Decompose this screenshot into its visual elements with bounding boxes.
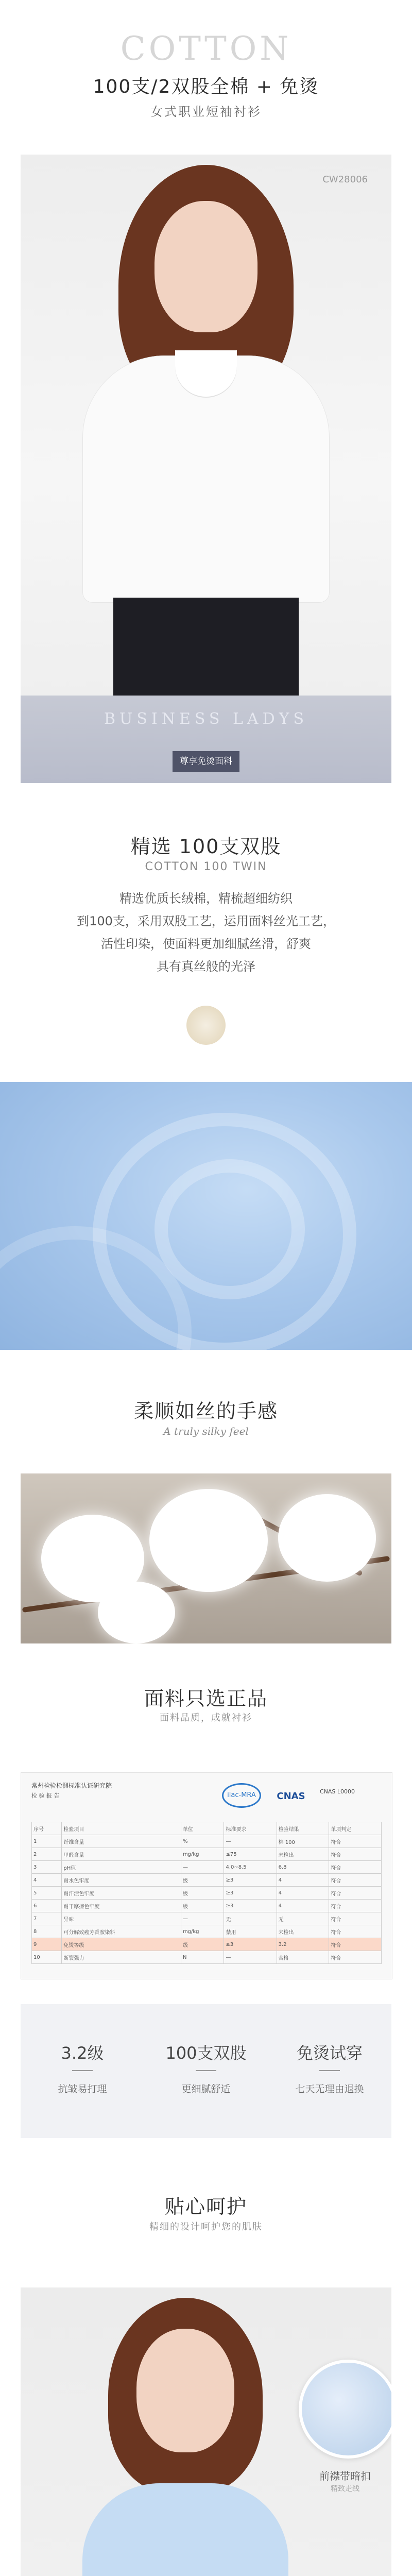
report-table-cell: 符合 (329, 1938, 382, 1951)
silky-section-subtitle: A truly silky feel (163, 1425, 249, 1437)
report-table-cell: — (181, 1861, 224, 1874)
report-table-cell: % (181, 1835, 224, 1848)
detail-sublabel: 精致走线 (331, 2485, 359, 2493)
cert-section-title: 面料只选正品 (144, 1687, 268, 1710)
silky-section-title: 柔顺如丝的手感 (133, 1400, 278, 1422)
fabric-line-2: 到100支，采用双股工艺，运用面料丝光工艺， (77, 914, 335, 928)
report-table-cell: 符合 (329, 1951, 382, 1964)
decorative-gold-circle (186, 1006, 226, 1045)
report-table-cell: 符合 (329, 1912, 382, 1925)
report-table-cell: 无 (224, 1912, 277, 1925)
report-table-row (32, 1925, 382, 1938)
report-table-cell: 可分解致癌芳香胺染料 (62, 1925, 181, 1938)
report-table-cell: 检验结果 (277, 1822, 329, 1835)
page-subtitle: 女式职业短袖衬衫 (150, 105, 262, 119)
test-report-document (21, 1772, 392, 1979)
model-pants (113, 598, 299, 696)
page-title: 100支/2双股全棉 + 免烫 (93, 76, 319, 97)
stat-3-label: 七天无理由退换 (295, 2083, 364, 2095)
report-table-cell: 符合 (329, 1925, 382, 1938)
report-table-cell: 2 (32, 1848, 62, 1861)
report-table-cell: 8 (32, 1925, 62, 1938)
report-table-row (32, 1822, 382, 1835)
report-table-row (32, 1861, 382, 1874)
report-table-cell: 符合 (329, 1900, 382, 1912)
ilac-logo: ilac-MRA (222, 1783, 261, 1808)
report-table-row (32, 1887, 382, 1900)
report-table-cell: 级 (181, 1874, 224, 1887)
report-table-cell: ≥3 (224, 1887, 277, 1900)
report-table-cell: 纤维含量 (62, 1835, 181, 1848)
report-table-cell: 未检出 (277, 1848, 329, 1861)
stat-3-divider (319, 2070, 340, 2071)
fabric-line-1: 精选优质长绒棉，精梳超细纺织 (119, 891, 293, 906)
report-table-cell: 符合 (329, 1861, 382, 1874)
report-table-cell: 合格 (277, 1951, 329, 1964)
report-table-cell: 4 (277, 1887, 329, 1900)
stat-1-divider (72, 2070, 93, 2071)
report-table-row (32, 1938, 382, 1951)
hero-model-photo (21, 155, 391, 696)
report-table-cell: 符合 (329, 1835, 382, 1848)
report-number: CNAS L0000 (320, 1788, 355, 1795)
report-table-cell: 序号 (32, 1822, 62, 1835)
report-table-cell: 5 (32, 1887, 62, 1900)
report-issuer: 常州检验检测标准认证研究院 (31, 1782, 112, 1789)
stat-3-value: 免烫试穿 (296, 2043, 363, 2063)
report-table-cell: 1 (32, 1835, 62, 1848)
fabric-section-subtitle: COTTON 100 TWIN (145, 860, 267, 873)
report-table-cell: — (224, 1951, 277, 1964)
cotton-boll-photo (21, 1473, 391, 1643)
report-table-cell: 10 (32, 1951, 62, 1964)
detail-label: 前襟带暗扣 (319, 2470, 371, 2482)
report-heading: 检 验 报 告 (31, 1792, 60, 1799)
report-table-row (32, 1835, 382, 1848)
blue-fabric-photo (0, 1082, 412, 1350)
report-table-cell: ≤75 (224, 1848, 277, 1861)
report-table-cell: 耐干摩擦色牢度 (62, 1900, 181, 1912)
report-table-cell: 符合 (329, 1887, 382, 1900)
blue-shirt-model-photo (21, 2287, 391, 2576)
model-code: CW28006 (322, 174, 368, 185)
report-table-cell: 级 (181, 1900, 224, 1912)
fabric-section-title: 精选 100支双股 (130, 835, 282, 858)
report-table-cell: 异味 (62, 1912, 181, 1925)
report-table-cell: 符合 (329, 1848, 382, 1861)
report-table-row (32, 1951, 382, 1964)
report-table-cell: 3.2 (277, 1938, 329, 1951)
report-table-row (32, 1900, 382, 1912)
hero-band-text: BUSINESS LADYS (104, 710, 308, 728)
report-table-cell: 检验项目 (62, 1822, 181, 1835)
report-table-cell: 4 (277, 1900, 329, 1912)
report-table-cell: 单位 (181, 1822, 224, 1835)
report-table-cell: 禁用 (224, 1925, 277, 1938)
report-table-cell: ≥3 (224, 1938, 277, 1951)
report-table-cell: 单项判定 (329, 1822, 382, 1835)
report-table-cell: 级 (181, 1887, 224, 1900)
header-watermark-word: COTTON (120, 30, 292, 68)
model-blue-shirt (82, 2483, 288, 2576)
report-table-row (32, 1912, 382, 1925)
report-table-cell: 3 (32, 1861, 62, 1874)
report-table-cell: — (181, 1912, 224, 1925)
report-table-cell: 4 (32, 1874, 62, 1887)
stat-1-label: 抗皱易打理 (58, 2083, 107, 2095)
report-table-cell: 标准要求 (224, 1822, 277, 1835)
report-table-cell: 耐水色牢度 (62, 1874, 181, 1887)
report-table-row (32, 1848, 382, 1861)
button-detail-closeup (299, 2360, 391, 2459)
cert-section-subtitle: 面料品质，成就衬衫 (160, 1713, 252, 1723)
cnas-logo: CNAS (277, 1791, 305, 1802)
report-table-cell: ≥3 (224, 1900, 277, 1912)
report-table-cell: 棉 100 (277, 1835, 329, 1848)
care-section-title: 贴心呵护 (164, 2195, 247, 2218)
fabric-line-4: 具有真丝般的光泽 (157, 959, 255, 974)
model-face (154, 201, 258, 332)
report-table-cell: 级 (181, 1938, 224, 1951)
report-table-cell: mg/kg (181, 1925, 224, 1938)
report-table-cell: 未检出 (277, 1925, 329, 1938)
report-table-cell: 6.8 (277, 1861, 329, 1874)
care-section-subtitle: 精细的设计呵护您的肌肤 (149, 2222, 263, 2232)
report-table-cell: N (181, 1951, 224, 1964)
report-table-cell: mg/kg (181, 1848, 224, 1861)
stat-2-label: 更细腻舒适 (181, 2083, 231, 2095)
report-table-cell: 甲醛含量 (62, 1848, 181, 1861)
report-table-cell: 耐汗渍色牢度 (62, 1887, 181, 1900)
stat-1-value: 3.2级 (61, 2043, 104, 2063)
report-table-cell: 符合 (329, 1874, 382, 1887)
fabric-line-3: 活性印染，使面料更加细腻丝滑，舒爽 (101, 937, 311, 951)
report-table-cell: — (224, 1835, 277, 1848)
report-table-cell: 6 (32, 1900, 62, 1912)
report-table-cell: ≥3 (224, 1874, 277, 1887)
premium-fabric-button[interactable]: 尊享免烫面料 (173, 751, 239, 772)
report-table-cell: 9 (32, 1938, 62, 1951)
report-table-cell: 4.0~8.5 (224, 1861, 277, 1874)
report-table (31, 1822, 382, 1964)
report-table-cell: 免烫等级 (62, 1938, 181, 1951)
report-table-cell: 无 (277, 1912, 329, 1925)
feature-stats (21, 2004, 391, 2138)
report-table-cell: 4 (277, 1874, 329, 1887)
stat-2-divider (196, 2070, 216, 2071)
report-table-cell: 断裂强力 (62, 1951, 181, 1964)
report-table-row (32, 1874, 382, 1887)
stat-2-value: 100支双股 (165, 2043, 247, 2063)
report-table-cell: pH值 (62, 1861, 181, 1874)
report-table-cell: 7 (32, 1912, 62, 1925)
model-face (136, 2329, 234, 2452)
